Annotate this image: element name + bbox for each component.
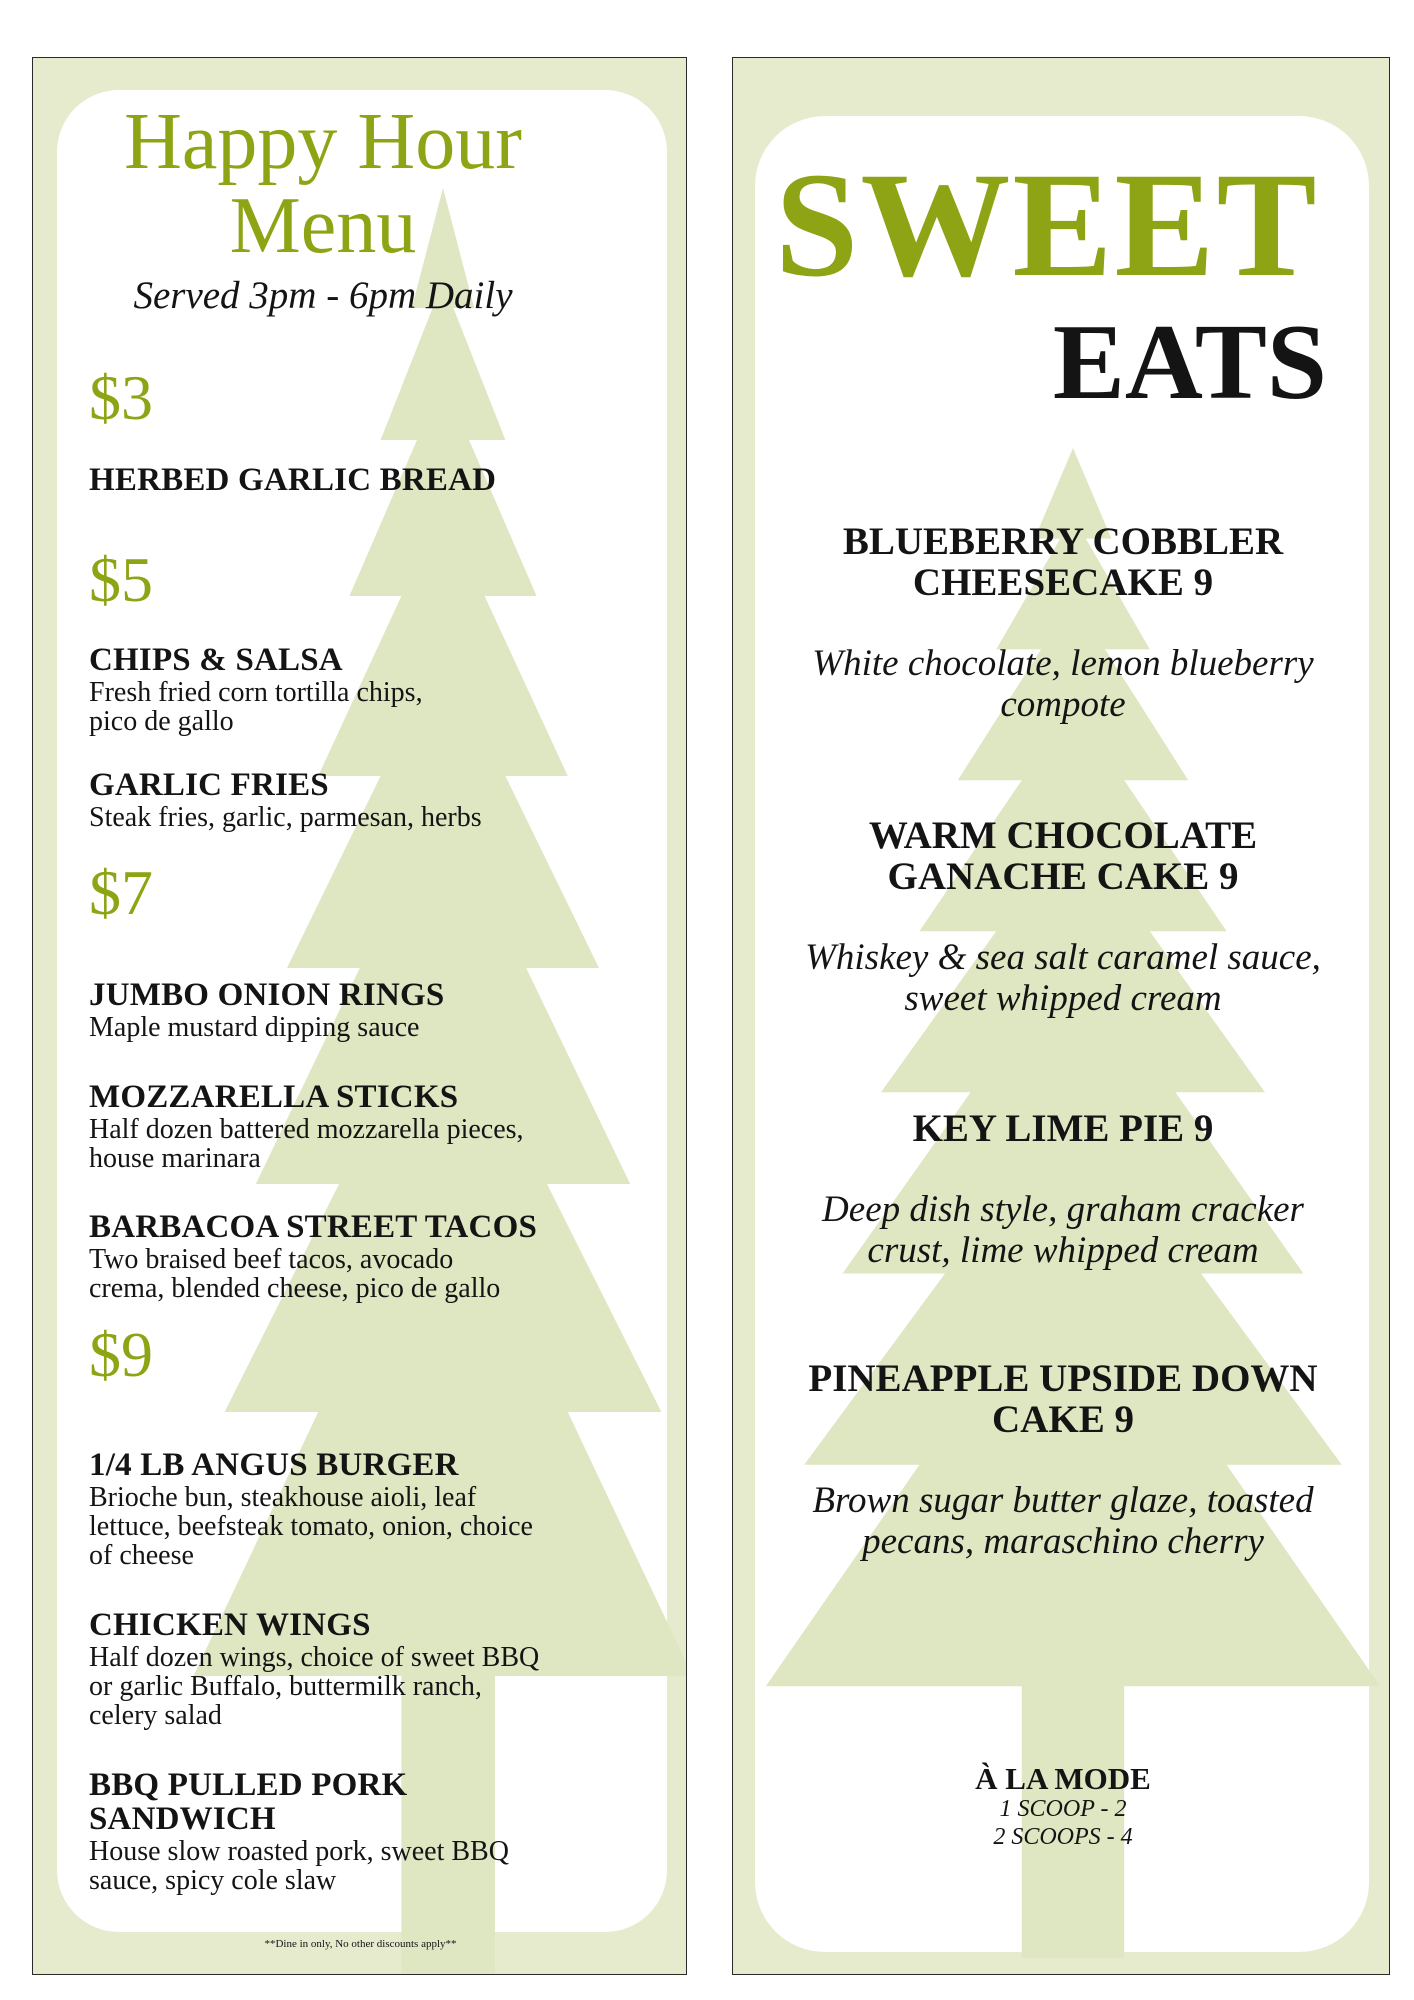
price-tier-7: $7 [89,857,153,928]
desc-line: White chocolate, lemon blueberry [812,643,1314,684]
menu-item [89,1608,649,1730]
menu-item [89,1448,649,1570]
dessert-name [763,521,1363,603]
desc-line: Whiskey & sea salt caramel sauce, [805,937,1321,978]
desc-line: Half dozen wings, choice of sweet BBQ [89,1642,540,1673]
dessert-item [763,1108,1363,1271]
dessert-item [763,815,1363,1019]
item-name: GARLIC FRIES [89,767,329,803]
a-la-mode-price: 1 SCOOP - 2 [999,1796,1127,1822]
name-line: PINEAPPLE UPSIDE DOWN [808,1357,1318,1400]
desc-line: Brown sugar butter glaze, toasted [812,1480,1314,1521]
happy-hour-title [33,100,613,268]
desc-line: Deep dish style, graham cracker [822,1189,1304,1230]
item-name: HERBED GARLIC BREAD [89,462,497,498]
dessert-description [763,1189,1363,1271]
desc-line: Two braised beef tacos, avocado [89,1244,454,1275]
title-line-1: Happy Hour [124,98,522,186]
disclaimer: **Dine in only, No other discounts apply** [264,1938,457,1950]
desc-line: of cheese [89,1540,194,1571]
desc-line: Maple mustard dipping sauce [89,1012,420,1043]
menu-item [89,768,649,832]
desc-line: pico de gallo [89,706,234,737]
desc-line: house marinara [89,1143,261,1174]
desc-line: crust, lime whipped cream [867,1230,1259,1271]
served-hours: Served 3pm - 6pm Daily [133,274,513,317]
name-line: GANACHE CAKE 9 [887,855,1239,898]
happy-hour-menu-panel [32,57,687,1975]
item-description [89,1483,649,1570]
desc-line: Half dozen battered mozzarella pieces, [89,1114,524,1145]
item-name: CHICKEN WINGS [89,1607,371,1643]
price-tier-5: $5 [89,544,153,615]
desc-line: sweet whipped cream [904,978,1222,1019]
item-description [89,1013,649,1042]
desc-line: House slow roasted pork, sweet BBQ [89,1836,509,1867]
menu-item [89,1080,649,1173]
desc-line: or garlic Buffalo, buttermilk ranch, [89,1671,482,1702]
dessert-description [763,937,1363,1019]
name-line: BLUEBERRY COBBLER [842,520,1284,563]
dessert-name [763,1108,1363,1149]
item-name [89,1768,649,1836]
desc-line: compote [1000,684,1126,725]
item-name: MOZZARELLA STICKS [89,1079,459,1115]
desc-line: sauce, spicy cole slaw [89,1865,337,1896]
dessert-item [763,521,1363,725]
dessert-item [763,1358,1363,1562]
menu-item [89,1210,649,1303]
name-line: CHEESECAKE 9 [912,561,1214,604]
desc-line: lettuce, beefsteak tomato, onion, choice [89,1511,533,1542]
sweet-title: SWEET [775,142,1319,308]
item-name: 1/4 LB ANGUS BURGER [89,1447,459,1483]
price-tier-3: $3 [89,362,153,433]
sweet-eats-panel [732,57,1390,1975]
desc-line: celery salad [89,1700,222,1731]
name-line: WARM CHOCOLATE [868,814,1258,857]
title-line-2: Menu [229,182,417,270]
dessert-name [763,815,1363,897]
item-name: JUMBO ONION RINGS [89,977,445,1013]
desc-line: Steak fries, garlic, parmesan, herbs [89,802,482,833]
menu-item [89,978,649,1042]
name-line: CAKE 9 [992,1398,1134,1441]
name-line: BBQ PULLED PORK [89,1767,408,1803]
menu-item [89,643,649,736]
desc-line: crema, blended cheese, pico de gallo [89,1273,501,1304]
a-la-mode-price: 2 SCOOPS - 4 [993,1824,1133,1850]
item-description [89,803,649,832]
a-la-mode [763,1763,1363,1851]
a-la-mode-title: À LA MODE [975,1761,1151,1796]
name-line: KEY LIME PIE 9 [912,1107,1214,1150]
price-tier-9: $9 [89,1319,153,1390]
item-description [89,1643,649,1730]
item-description [89,1115,649,1173]
dessert-name [763,1358,1363,1440]
dessert-description [763,643,1363,725]
name-line: SANDWICH [89,1801,276,1837]
item-description [89,1837,649,1895]
eats-title: EATS [1052,303,1327,422]
item-name: BARBACOA STREET TACOS [89,1209,538,1245]
desc-line: Brioche bun, steakhouse aioli, leaf [89,1482,477,1513]
desc-line: pecans, maraschino cherry [862,1521,1264,1562]
menu-item [89,463,649,497]
item-description [89,1245,649,1303]
menu-item [89,1768,649,1895]
item-name: CHIPS & SALSA [89,642,343,678]
desc-line: Fresh fried corn tortilla chips, [89,677,423,708]
dessert-description [763,1480,1363,1562]
item-description [89,678,649,736]
